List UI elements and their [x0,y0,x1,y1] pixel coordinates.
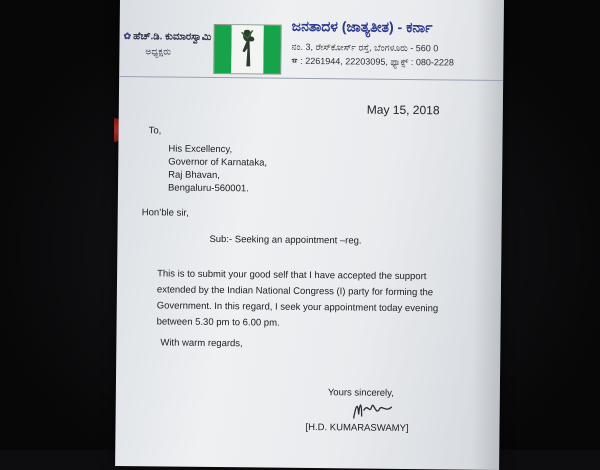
flag-green-right [263,25,281,73]
sender-name: ಹೆಚ್.ಡಿ. ಕುಮಾರಸ್ವಾಮಿ [133,31,212,43]
body-line: between 5.30 pm to 6.00 pm. [156,316,280,329]
signatory-name: [H.D. KUMARASWAMY] [305,421,409,435]
flag-green-left [214,25,232,73]
body-line: This is to submit your good self that I have accepted the support [157,268,427,283]
farmer-woman-emblem-icon [238,28,256,70]
recipient-line: Bengaluru-560001. [167,182,249,195]
letterhead [119,0,504,84]
party-flag [213,24,282,75]
body-paragraph [157,266,488,333]
closing-regards: With warm regards, [160,337,243,350]
sign-off: Yours sincerely, [327,387,394,399]
recipient-line: Governor of Karnataka, [168,156,268,169]
party-name: ಜನತಾದಳ (ಜಾತ್ಯತೀತ) - ಕರ್ನಾ [291,17,433,36]
recipient-line: Raj Bhavan, [168,169,220,182]
recipient-address [168,143,267,196]
letterhead-divider [119,76,503,81]
letter-date: May 15, 2018 [366,102,440,118]
letter-sheet [115,0,504,470]
sender-role: ಅಧ್ಯಕ್ಷರು [145,46,171,57]
to-line: To, [148,125,162,137]
party-phone: ☎ : 2261944, 22203095, ಫ್ಯಾಕ್ಸ್ : 080-2228 [291,55,454,68]
subject-line: Sub:- Seeking an appointment –reg. [209,233,362,247]
handwritten-signature [350,396,396,422]
salutation: Hon’ble sir, [141,207,189,219]
sender-name-line [124,31,212,43]
decorative-flower-icon: ✿ [123,31,132,42]
recipient-line: His Excellency, [168,143,233,156]
body-line: extended by the Indian National Congress (I) party for forming the [156,284,434,299]
flag-white-center [231,25,264,73]
body-line: Government. In this regard, I seek your appointment today evening [156,300,439,315]
party-address: ನಂ. 3, ರೇಸ್‌ಕೋರ್ಸ್ ರಸ್ತೆ, ಬೆಂಗಳೂರು - 560 0 [291,41,439,54]
